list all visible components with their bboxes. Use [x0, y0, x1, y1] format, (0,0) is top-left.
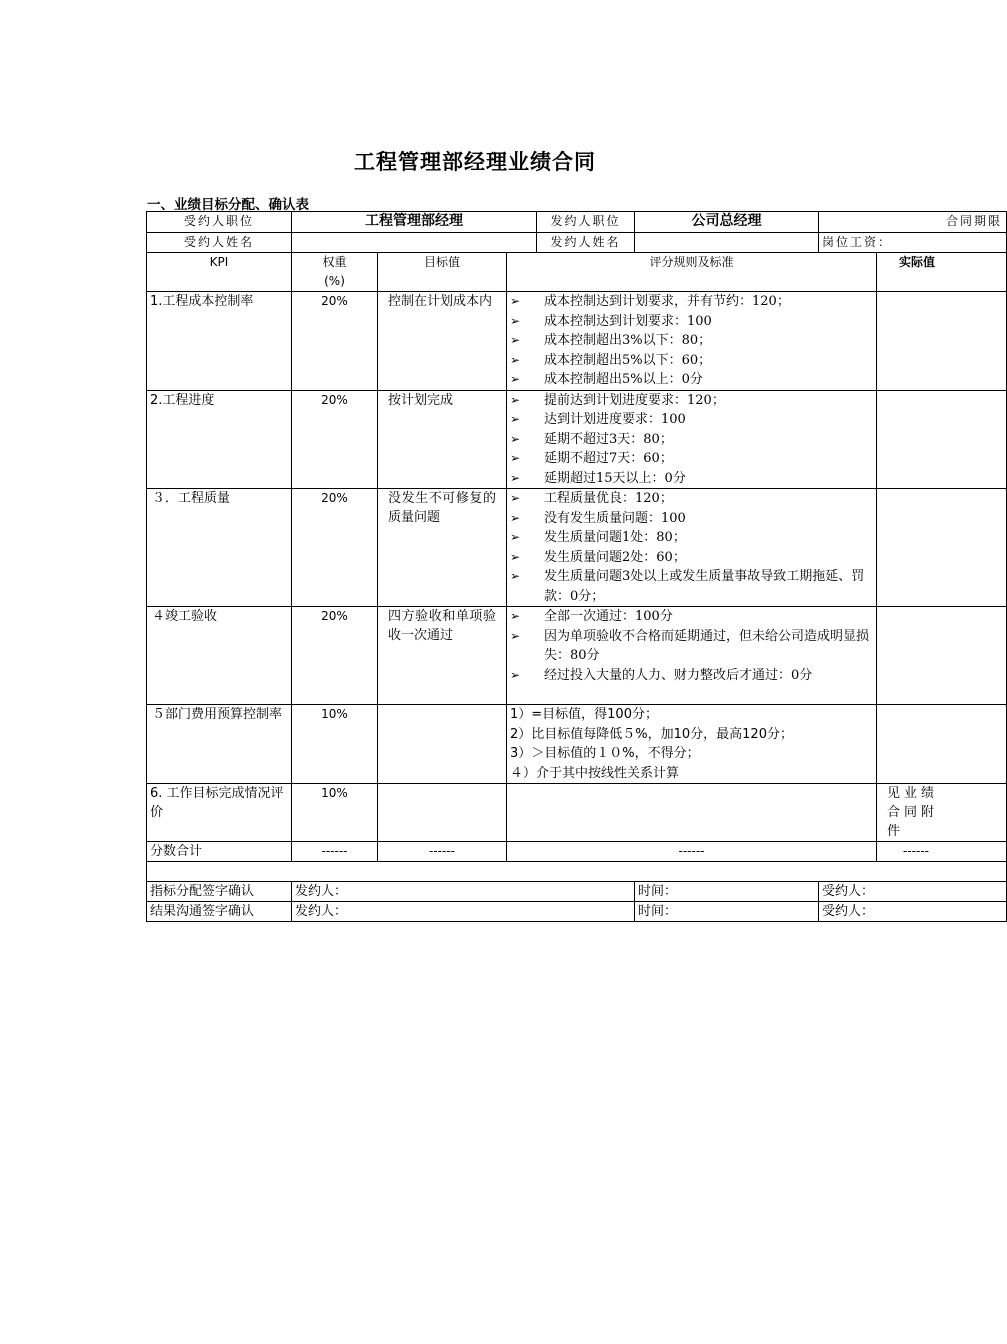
weight-cell: 10% [292, 784, 378, 842]
arrow-bullet-icon: ➢ [510, 569, 521, 583]
arrow-bullet-icon: ➢ [510, 451, 521, 465]
actual-cell [877, 292, 1007, 391]
total-weight: ------ [292, 842, 378, 862]
target-cell: 按计划完成 [378, 390, 507, 489]
arrow-bullet-icon: ➢ [510, 667, 521, 682]
weight-cell: 20% [292, 390, 378, 489]
rules-list [510, 607, 873, 685]
arrow-bullet-icon: ➢ [510, 352, 521, 367]
list-item: ➢ 因为单项验收不合格而延期通过，但未给公司造成明显损失：80分 [510, 628, 870, 663]
blank-row [147, 862, 1007, 882]
total-row [147, 842, 1007, 862]
kpi-cell: 2.工程进度 [147, 390, 292, 489]
recipient-position-value: 工程管理部经理 [292, 212, 537, 233]
result-issuer: 发约人： [292, 902, 635, 922]
kpi-cell: ４竣工验收 [147, 607, 292, 705]
list-item: ➢ 发生质量问题3处以上或发生质量事故导致工期拖延、罚款：0分； [510, 569, 865, 604]
arrow-bullet-icon: ➢ [510, 491, 521, 505]
target-cell: 控制在计划成本内 [378, 292, 507, 391]
arrow-bullet-icon: ➢ [510, 431, 521, 446]
recipient-position-label: 受约人职位 [147, 212, 292, 233]
column-header-row [147, 253, 1007, 292]
signoff-row-result [147, 902, 1007, 922]
list-item: ➢ 延期不超过7天：60； [510, 449, 873, 469]
arrow-bullet-icon: ➢ [510, 628, 521, 643]
performance-table [146, 211, 1007, 922]
table-row [147, 489, 1007, 607]
target-cell [378, 705, 507, 784]
section-heading: 一、业绩目标分配、确认表 [147, 197, 309, 213]
recipient-name-label: 受约人姓名 [147, 233, 292, 253]
kpi-cell: ５部门费用预算控制率 [147, 705, 292, 784]
list-item: ➢ 成本控制达到计划要求：100 [510, 312, 873, 332]
list-item: ➢ 发生质量问题2处：60； [510, 548, 873, 568]
list-item: ➢ 延期超过15天以上：0分 [510, 469, 873, 489]
total-rules: ------ [507, 842, 877, 862]
weight-cell: 10% [292, 705, 378, 784]
list-item: ➢ 成本控制超出5%以下：60； [510, 351, 873, 371]
weight-label: 权重 [322, 255, 347, 269]
list-item: ➢ 经过投入大量的人力、财力整改后才通过：0分 [510, 666, 873, 686]
rules-cell [507, 489, 877, 607]
weight-unit: (%) [324, 274, 345, 288]
weight-column-header [292, 253, 378, 292]
rules-cell [507, 390, 877, 489]
weight-cell: 20% [292, 489, 378, 607]
document-title: 工程管理部经理业绩合同 [354, 149, 596, 174]
arrow-bullet-icon: ➢ [510, 412, 521, 426]
issuer-position-value: 公司总经理 [635, 212, 819, 233]
target-cell [378, 784, 507, 842]
actual-cell [877, 705, 1007, 784]
contract-period-label: 合同期限 [819, 212, 1007, 233]
weight-cell: 20% [292, 292, 378, 391]
assign-label: 指标分配签字确认 [147, 882, 292, 902]
arrow-bullet-icon: ➢ [510, 609, 521, 623]
list-item: ➢ 工程质量优良：120； [510, 489, 873, 509]
actual-cell: 见业绩合同附件 [877, 784, 1007, 842]
list-item: ➢ 全部一次通过：100分 [510, 607, 873, 627]
table-row [147, 607, 1007, 705]
arrow-bullet-icon: ➢ [510, 510, 521, 525]
list-item: ➢ 提前达到计划进度要求：120； [510, 391, 873, 411]
signoff-row-assign [147, 882, 1007, 902]
total-label: 分数合计 [147, 842, 292, 862]
rules-cell [507, 784, 877, 842]
rules-cell [507, 705, 877, 784]
list-item: 1）=目标值，得100分； [510, 707, 658, 722]
assign-recipient: 受约人： [819, 882, 1007, 902]
target-cell: 四方验收和单项验收一次通过 [378, 607, 507, 705]
arrow-bullet-icon: ➢ [510, 549, 521, 564]
list-item: 3）＞目标值的１０%，不得分； [510, 746, 700, 761]
list-item: ➢ 没有发生质量问题：100 [510, 509, 873, 529]
table-row [147, 390, 1007, 489]
list-item: ４）介于其中按线性关系计算 [510, 765, 680, 781]
list-item: ➢ 发生质量问题1处：80； [510, 528, 873, 548]
rules-column-header: 评分规则及标准 [507, 253, 877, 292]
kpi-cell: 6. 工作目标完成情况评价 [147, 784, 292, 842]
actual-cell [877, 607, 1007, 705]
arrow-bullet-icon: ➢ [510, 333, 521, 347]
assign-issuer: 发约人： [292, 882, 635, 902]
list-item: ➢ 成本控制达到计划要求，并有节约：120； [510, 292, 873, 312]
result-time: 时间： [635, 902, 819, 922]
kpi-column-header: KPI [147, 253, 292, 292]
arrow-bullet-icon: ➢ [510, 313, 521, 328]
actual-column-header: 实际值 [877, 253, 1007, 292]
salary-label: 岗位工资： [819, 233, 1007, 253]
list-item: ➢ 成本控制超出3%以下：80； [510, 331, 873, 351]
assign-time: 时间： [635, 882, 819, 902]
target-column-header: 目标值 [378, 253, 507, 292]
rules-list [510, 292, 873, 390]
arrow-bullet-icon: ➢ [510, 392, 521, 407]
blank-cell [147, 862, 1007, 882]
list-item: ➢ 成本控制超出5%以上：0分 [510, 370, 873, 390]
result-recipient: 受约人： [819, 902, 1007, 922]
total-target: ------ [378, 842, 507, 862]
list-item: ➢ 延期不超过3天：80； [510, 430, 873, 450]
table-row [147, 705, 1007, 784]
rules-list [510, 489, 873, 606]
weight-cell: 20% [292, 607, 378, 705]
issuer-name-label: 发约人姓名 [537, 233, 635, 253]
result-label: 结果沟通签字确认 [147, 902, 292, 922]
issuer-position-label: 发约人职位 [537, 212, 635, 233]
target-cell: 没发生不可修复的质量问题 [378, 489, 507, 607]
table-row [147, 292, 1007, 391]
header-row-2 [147, 233, 1007, 253]
arrow-bullet-icon: ➢ [510, 470, 521, 485]
total-actual: ------ [877, 842, 1007, 862]
performance-table-wrapper [146, 211, 1003, 919]
rules-cell [507, 607, 877, 705]
actual-cell [877, 390, 1007, 489]
list-item: ➢ 达到计划进度要求：100 [510, 410, 873, 430]
kpi-cell: 1.工程成本控制率 [147, 292, 292, 391]
issuer-name-value [635, 233, 819, 253]
kpi-cell: ３．工程质量 [147, 489, 292, 607]
arrow-bullet-icon: ➢ [510, 530, 521, 544]
actual-cell [877, 489, 1007, 607]
arrow-bullet-icon: ➢ [510, 294, 521, 308]
rules-list [510, 391, 873, 489]
recipient-name-value [292, 233, 537, 253]
arrow-bullet-icon: ➢ [510, 372, 521, 386]
rules-cell [507, 292, 877, 391]
table-row [147, 784, 1007, 842]
list-item: 2）比目标值每降低５%，加10分，最高120分； [510, 726, 793, 742]
header-row-1 [147, 212, 1007, 233]
